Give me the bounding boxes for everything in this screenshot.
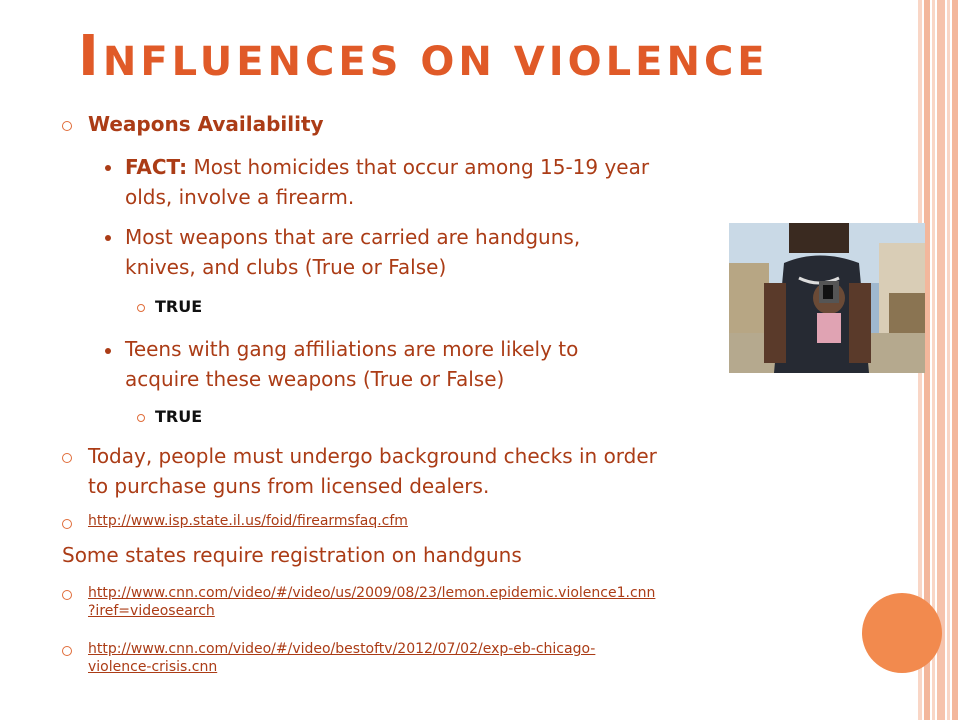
background-checks-line2: to purchase guns from licensed dealers. [88, 474, 490, 498]
bullet-weapons-availability: Weapons Availability [88, 112, 324, 136]
link-cnn-lemon-line1[interactable]: http://www.cnn.com/video/#/video/us/2009/08/23/lemon.epidemic.violence1.cnn [88, 585, 656, 601]
fact-label: FACT: [125, 155, 188, 179]
title-initial: I [78, 24, 103, 89]
weapons-carried-line2: knives, and clubs (True or False) [125, 255, 447, 279]
filled-dot-bullet-icon [105, 165, 111, 171]
link-cnn-chicago-line1[interactable]: http://www.cnn.com/video/#/video/bestoftv/2012/07/02/exp-eb-chicago- [88, 641, 596, 657]
filled-dot-bullet-icon [105, 348, 111, 354]
hollow-circle-bullet-icon [62, 453, 72, 463]
photo-teen-with-handgun [729, 223, 925, 373]
weapons-carried-line1: Most weapons that are carried are handguns, [125, 225, 581, 249]
gang-line2: acquire these weapons (True or False) [125, 367, 505, 391]
link-cnn-lemon-line2[interactable]: ?iref=videosearch [88, 603, 215, 619]
slide-title [78, 24, 878, 89]
answer-true-1: TRUE [155, 297, 203, 316]
registration-text: Some states require registration on handguns [62, 543, 522, 567]
title-rest: NFLUENCES ON VIOLENCE [102, 39, 769, 85]
hollow-circle-bullet-icon [137, 414, 145, 422]
hollow-circle-bullet-icon [137, 304, 145, 312]
hollow-circle-bullet-icon [62, 590, 72, 600]
hollow-circle-bullet-icon [62, 121, 72, 131]
background-checks-line1: Today, people must undergo background checks in order [88, 444, 657, 468]
hollow-circle-bullet-icon [62, 646, 72, 656]
fact-text-line1: Most homicides that occur among 15-19 year [193, 155, 650, 179]
link-cnn-chicago-line2[interactable]: violence-crisis.cnn [88, 659, 218, 675]
answer-true-2: TRUE [155, 407, 203, 426]
bullet-fact [125, 152, 649, 182]
gang-line1: Teens with gang affiliations are more likely to [125, 337, 579, 361]
link-isp-foid-faq[interactable]: http://www.isp.state.il.us/foid/firearmsfaq.cfm [88, 513, 408, 529]
orange-circle-decoration [862, 593, 942, 673]
filled-dot-bullet-icon [105, 235, 111, 241]
hollow-circle-bullet-icon [62, 519, 72, 529]
fact-text-line2: olds, involve a firearm. [125, 185, 355, 209]
